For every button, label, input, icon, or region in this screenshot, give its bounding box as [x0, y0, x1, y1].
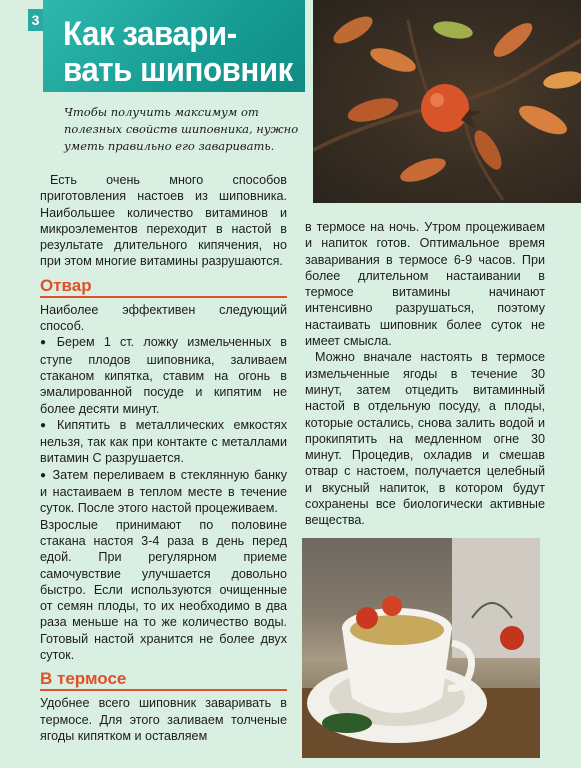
- tea-cup-photo: [302, 538, 540, 758]
- tea-cup-illustration: [302, 538, 540, 758]
- paragraph: Есть очень много способов приготовления настоев из шиповника. Наибольшее количество витаминов и микроэлементов переходит в настой в результате длительного кипячения, но при этом многие витамины разрушаются.: [40, 173, 287, 269]
- section-heading-decoction: Отвар: [40, 276, 287, 298]
- bullet-item: ● Берем 1 ст. ложку измельченных в ступе плодов шиповника, заливаем стаканом кипятка, ставим на огонь в эмалированной посуде и кипятим не более десяти минут.: [40, 334, 287, 416]
- bullet-item: ● Затем переливаем в стеклянную банку и настаиваем в теплом месте в течение суток. После этого настой процеживаем.: [40, 467, 287, 517]
- paragraph: Удобнее всего шиповник заваривать в термосе. Для этого заливаем толченые ягоды кипятком и оставляем: [40, 696, 287, 743]
- paragraph: Можно вначале настоять в термосе измельченные ягоды в течение 30 минут, затем отцедить витаминный настой в отдельную посуду, а плоды, которые остались, снова залить водой и прокипятить на медленном огне 30 минут. Процедив, охладив и смешав отвар с настоем, получается целебный и вкусный напиток, в котором будут сохранены все биологически активные вещества.: [305, 350, 545, 528]
- title-line-2: вать шиповник: [63, 51, 293, 89]
- page-number: 3: [28, 9, 43, 31]
- page-title: [63, 16, 293, 88]
- section-heading-thermos: В термосе: [40, 669, 287, 691]
- column-left: [40, 172, 287, 744]
- rosehip-branch-illustration: [313, 0, 581, 203]
- column-right: [305, 219, 545, 529]
- title-banner: [43, 0, 305, 92]
- paragraph: в термосе на ночь. Утром процеживаем и напиток готов. Оптимальное время заваривания в термосе 6-9 часов. При более длительном настаивании в термосе витамины начинают интенсивно разрушаться, поэтому настаивать шиповник более суток не имеет смысла.: [305, 220, 545, 349]
- rosehip-branch-photo: [313, 0, 581, 203]
- paragraph: Наиболее эффективен следующий способ.: [40, 302, 287, 334]
- intro-lead: Чтобы получить максимум от полезных свойств шиповника, нужно уметь правильно его заваривать.: [64, 105, 299, 153]
- title-line-1: Как завари-: [63, 15, 237, 53]
- paragraph: Взрослые принимают по половине стакана настоя 3-4 раза в день перед едой. При регулярном приеме самочувствие улучшается довольно быстро. Если используются очищенные от семян плоды, то их необходимо в два раза меньше на то же количество воды. Готовый настой хранится не более двух суток.: [40, 517, 287, 663]
- bullet-item: ● Кипятить в металлических емкостях нельзя, так как при контакте с металлами витамин С разрушается.: [40, 417, 287, 467]
